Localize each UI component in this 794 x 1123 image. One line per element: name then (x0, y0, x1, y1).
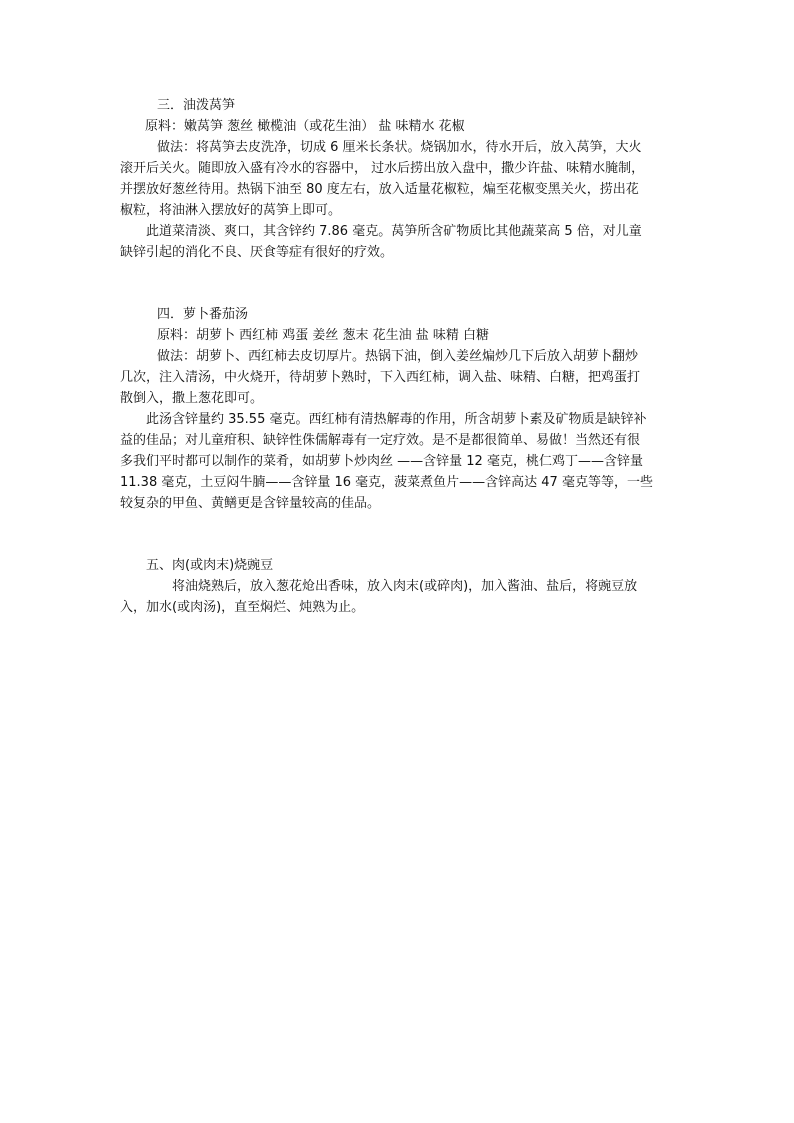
section-5-method-line: 将油烧熟后，放入葱花炝出香味，放入肉末(或碎肉)，加入酱油、盐后，将豌豆放 (172, 579, 638, 594)
section-4-method-line: 几次，注入清汤，中火烧开，待胡萝卜熟时，下入西红柿，调入盐、味精、白糖，把鸡蛋打 (120, 370, 641, 385)
section-4-note-line: 多我们平时都可以制作的菜肴，如胡萝卜炒肉丝 ——含锌量 12 毫克，桃仁鸡丁——含锌量 (120, 454, 643, 469)
section-4-note-line: 11.38 毫克，土豆闷牛腩——含锌量 16 毫克，菠菜煮鱼片——含锌高达 47 毫克等等，一些 (120, 475, 653, 490)
section-4-method-line: 做法：胡萝卜、西红柿去皮切厚片。热锅下油，倒入姜丝煸炒几下后放入胡萝卜翻炒 (157, 349, 639, 364)
section-4-note-line: 益的佳品；对儿童疳积、缺锌性侏儒解毒有一定疗效。是不是都很简单、易做！当然还有很 (120, 433, 641, 448)
section-5-method-line: 入，加水(或肉汤)，直至焖烂、炖熟为止。 (120, 600, 365, 615)
section-3-method-line: 做法：将莴笋去皮洗净，切成 6 厘米长条状。烧锅加水，待水开后，放入莴笋，大火 (157, 140, 642, 155)
section-3-method-line: 滚开后关火。随即放入盛有冷水的容器中， 过水后捞出放入盘中，撒少许盐、味精水腌制， (120, 161, 645, 176)
section-4-note-line: 较复杂的甲鱼、黄鳝更是含锌量较高的佳品。 (120, 496, 381, 511)
section-4-method-line: 散倒入，撒上葱花即可。 (120, 391, 264, 406)
section-3-method-line: 并摆放好葱丝待用。热锅下油至 80 度左右，放入适量花椒粒，煸至花椒变黑关火，捞出花 (120, 182, 639, 197)
section-4-ingredients: 原料：胡萝卜 西红柿 鸡蛋 姜丝 葱末 花生油 盐 味精 白糖 (157, 328, 490, 343)
section-3-ingredients: 原料：嫩莴笋 葱丝 橄榄油（或花生油） 盐 味精水 花椒 (145, 119, 465, 134)
section-3-method-line: 椒粒，将油淋入摆放好的莴笋上即可。 (120, 203, 342, 218)
section-3-title: 三．油泼莴笋 (157, 98, 236, 113)
section-3-note-line: 缺锌引起的消化不良、厌食等症有很好的疗效。 (120, 245, 394, 260)
section-4-title: 四．萝卜番茄汤 (157, 307, 249, 322)
section-4-note-line: 此汤含锌量约 35.55 毫克。西红柿有清热解毒的作用，所含胡萝卜素及矿物质是缺锌补 (146, 412, 647, 427)
section-5-title: 五、肉(或肉末)烧豌豆 (146, 558, 274, 573)
section-3-note-line: 此道菜清淡、爽口，其含锌约 7.86 毫克。莴笋所含矿物质比其他蔬菜高 5 倍，对儿童 (146, 224, 642, 239)
